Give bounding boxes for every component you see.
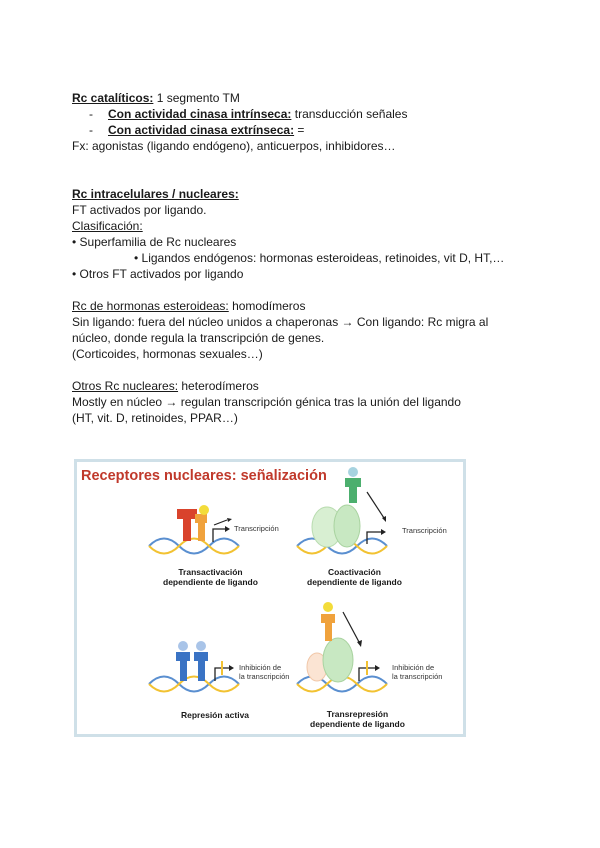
- other-line2: (HT, vit. D, retinoides, PPAR…): [72, 411, 238, 425]
- other-heading-line: [72, 378, 542, 394]
- steroid-line2: núcleo, donde regula la transcripción de genes.: [72, 331, 325, 345]
- panel2-transcription-label: Transcripción: [402, 526, 447, 535]
- nuclear-receptor-signaling-figure: [74, 459, 466, 737]
- panel2-caption-line2: dependiente de ligando: [307, 577, 402, 587]
- catalytic-item-2: [72, 122, 542, 138]
- catalytic-item-2-rest: =: [294, 123, 305, 137]
- dash-marker: -: [89, 107, 93, 121]
- catalytic-heading-rest: 1 segmento TM: [153, 91, 240, 105]
- panel2-caption: [307, 567, 402, 587]
- steroid-heading-rest: homodímeros: [228, 299, 306, 313]
- other-heading: Otros Rc nucleares:: [72, 379, 179, 393]
- panel1-caption-line2: dependiente de ligando: [163, 577, 258, 587]
- panel4-caption-line1: Transrepresión: [326, 709, 389, 719]
- panel-transrepression: [297, 602, 387, 692]
- other-line1: Mostly en núcleo → regulan transcripción génica tras la unión del ligando: [72, 395, 461, 409]
- figure-title: Receptores nucleares: señalización: [81, 468, 327, 484]
- catalytic-heading-line: [72, 90, 542, 106]
- document-text: [72, 90, 542, 426]
- panel-coactivation: [297, 467, 387, 554]
- panel4-caption-line2: dependiente de ligando: [310, 719, 405, 729]
- panel2-caption-line1: Coactivación: [328, 567, 381, 577]
- steroid-line3: (Corticoides, hormonas sexuales…): [72, 347, 263, 361]
- intracellular-bullet-1-sub: • Ligandos endógenos: hormonas esteroideas, retinoides, vit D, HT,…: [134, 251, 505, 265]
- panel4-label-line1: Inhibición de: [392, 663, 435, 672]
- panel-transactivation: [149, 505, 239, 554]
- panel3-label-line2: la transcripción: [239, 672, 290, 681]
- panel1-caption: [163, 567, 258, 587]
- panel1-caption-line1: Transactivación: [178, 567, 243, 577]
- panel3-inhibition-label: [239, 663, 289, 681]
- dash-marker: -: [89, 123, 93, 137]
- catalytic-item-1-bold: Con actividad cinasa intrínseca:: [108, 107, 292, 121]
- intracellular-heading: Rc intracelulares / nucleares:: [72, 187, 239, 201]
- steroid-line1: Sin ligando: fuera del núcleo unidos a chaperonas → Con ligando: Rc migra al: [72, 315, 489, 329]
- panel1-transcription-label: Transcripción: [234, 524, 279, 533]
- other-heading-rest: heterodímeros: [178, 379, 259, 393]
- panel4-inhibition-label: [392, 663, 442, 681]
- steroid-heading-line: [72, 298, 542, 314]
- panel4-caption: [310, 709, 405, 729]
- steroid-heading: Rc de hormonas esteroideas:: [72, 299, 229, 313]
- panel4-label-line2: la transcripción: [392, 672, 443, 681]
- catalytic-item-1-rest: transducción señales: [291, 107, 408, 121]
- panel3-label-line1: Inhibición de: [239, 663, 282, 672]
- panel3-caption: [181, 710, 249, 720]
- panel-active-repression: [149, 641, 239, 692]
- classification-heading: Clasificación:: [72, 219, 143, 233]
- panel3-caption-line1: Represión activa: [181, 710, 250, 720]
- intracellular-line1: FT activados por ligando.: [72, 203, 207, 217]
- catalytic-item-2-bold: Con actividad cinasa extrínseca:: [108, 123, 295, 137]
- intracellular-bullet-2: • Otros FT activados por ligando: [72, 267, 244, 281]
- catalytic-fx: Fx: agonistas (ligando endógeno), anticuerpos, inhibidores…: [72, 139, 396, 153]
- intracellular-bullet-1: • Superfamilia de Rc nucleares: [72, 235, 237, 249]
- catalytic-item-1: [72, 106, 542, 122]
- figure-illustration: [77, 462, 463, 734]
- catalytic-heading: Rc catalíticos:: [72, 91, 154, 105]
